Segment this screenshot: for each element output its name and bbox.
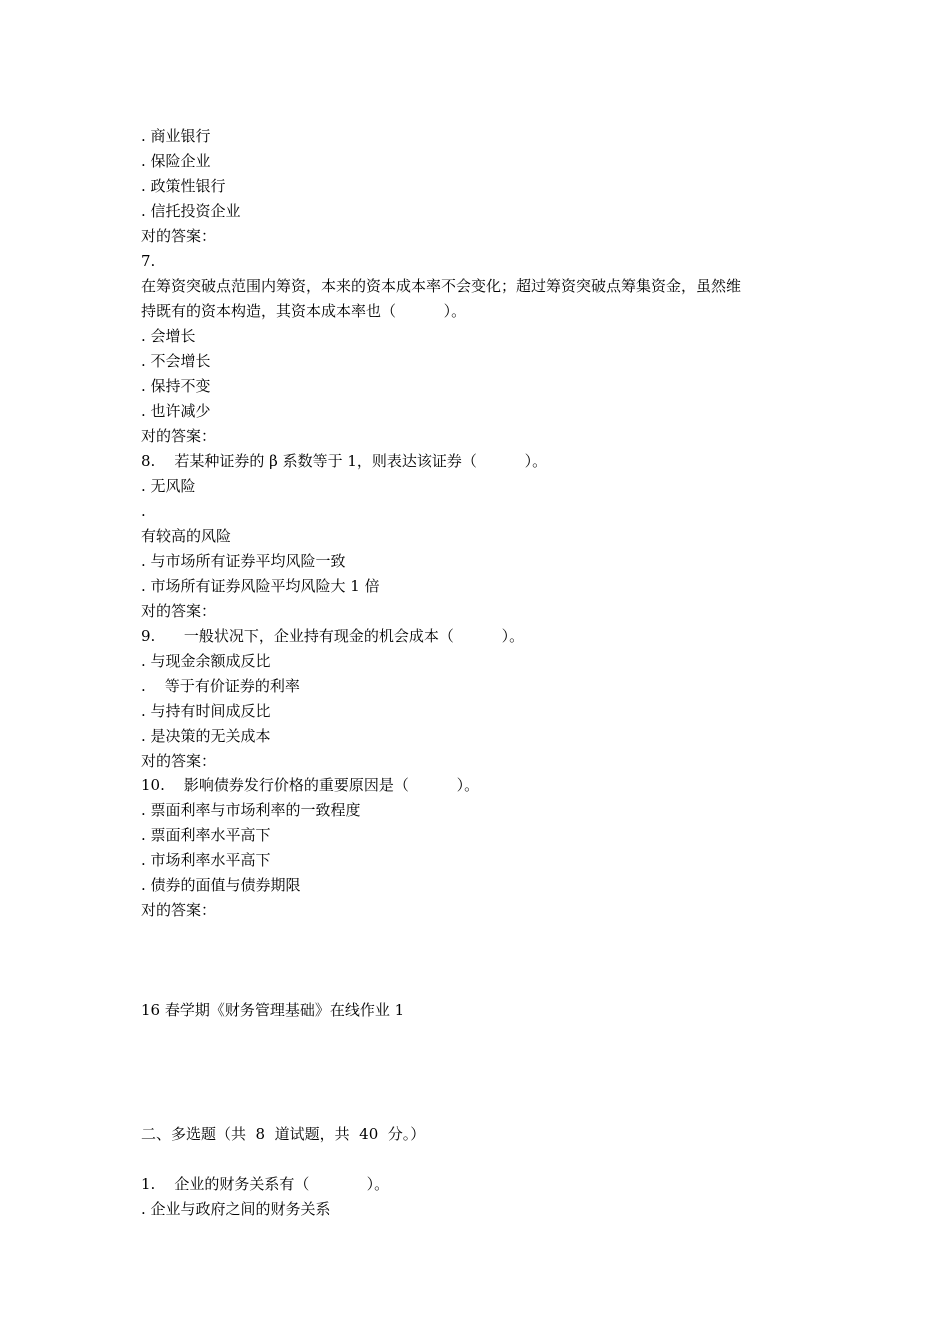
answer-label: 对的答案： [141, 901, 217, 919]
option-line: . 与现金余额成反比 [141, 652, 271, 670]
question-text: 8. 若某种证券的 β 系数等于 1，则表达该证券（ ）。 [141, 452, 548, 470]
option-line: . 与持有时间成反比 [141, 702, 271, 720]
option-line: . 保险企业 [141, 152, 211, 170]
answer-label: 对的答案： [141, 227, 217, 245]
answer-label: 对的答案： [141, 427, 217, 445]
section-heading: 二、多选题（共 8 道试题，共 40 分。） [141, 1125, 426, 1143]
question-number: 7. [141, 252, 156, 270]
option-line: 有较高的风险 [141, 527, 232, 545]
question-text: 在筹资突破点范围内筹资，本来的资本成本率不会变化；超过筹资突破点筹集资金，虽然维 [141, 277, 742, 295]
option-line: . 票面利率水平高下 [141, 826, 271, 844]
question-text: 持既有的资本构造，其资本成本率也（ ）。 [141, 302, 467, 320]
option-line: . 企业与政府之间的财务关系 [141, 1200, 331, 1218]
option-line: . 票面利率与市场利率的一致程度 [141, 801, 361, 819]
option-line: . 与市场所有证券平均风险一致 [141, 552, 346, 570]
option-line: . 无风险 [141, 477, 196, 495]
question-text: 1. 企业的财务关系有（ ）。 [141, 1175, 390, 1193]
option-line: . 债券的面值与债券期限 [141, 876, 301, 894]
option-line: . 商业银行 [141, 127, 211, 145]
option-line: . 也许减少 [141, 402, 211, 420]
question-text: 9. 一般状况下，企业持有现金的机会成本（ ）。 [141, 627, 525, 645]
answer-label: 对的答案： [141, 752, 217, 770]
option-line: . 市场利率水平高下 [141, 851, 271, 869]
answer-label: 对的答案： [141, 602, 217, 620]
option-line: . 会增长 [141, 327, 196, 345]
option-line: . 信托投资企业 [141, 202, 241, 220]
option-line: . 市场所有证券风险平均风险大 1 倍 [141, 577, 380, 595]
option-line: . 等于有价证券的利率 [141, 677, 300, 695]
question-text: 10. 影响债券发行价格的重要原因是（ ）。 [141, 776, 480, 794]
option-line: . 保持不变 [141, 377, 211, 395]
option-line: . [141, 502, 146, 520]
option-line: . 是决策的无关成本 [141, 727, 271, 745]
option-line: . 政策性银行 [141, 177, 226, 195]
option-line: . 不会增长 [141, 352, 211, 370]
assignment-title: 16 春学期《财务管理基础》在线作业 1 [141, 1001, 405, 1019]
